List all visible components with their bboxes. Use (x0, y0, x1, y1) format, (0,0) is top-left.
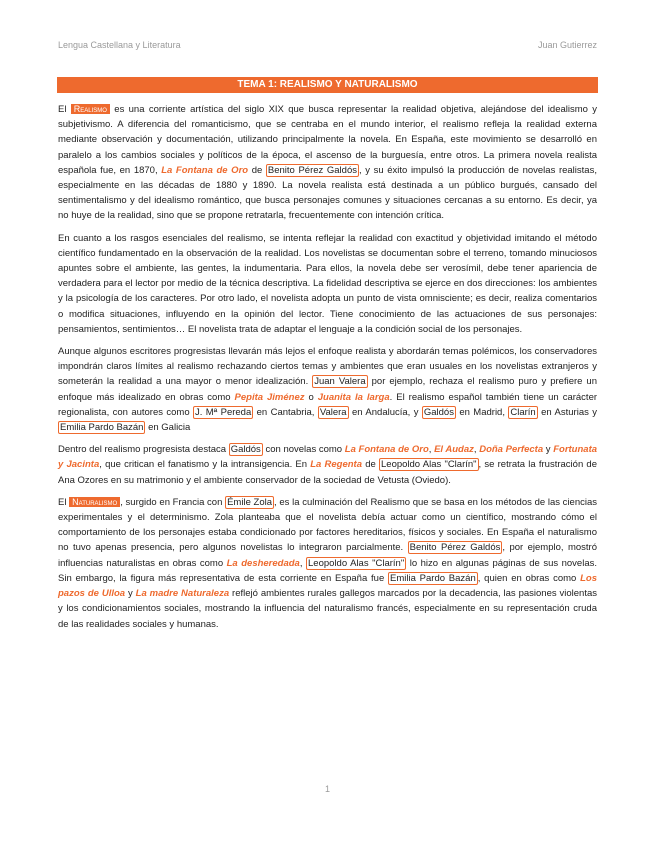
author-name: Galdós (423, 406, 454, 418)
page-number: 1 (324, 784, 330, 794)
work-title: Los pazos de Ulloa (58, 572, 597, 600)
header-subject: Lengua Castellana y Literatura (58, 40, 181, 50)
author-name: Clarín (510, 406, 536, 418)
paragraph-rasgos: En cuanto a los rasgos esenciales del realismo, se intenta reflejar la realidad con exactitud y objetividad imitando el método científico fundamentado en la observación de la realidad. Los novelistas se documentan sobre el terreno, tomando minuciosos apuntes sobre el ambiente, las gentes, la indumentaria. Para ellos, la novela debe ser verosímil, debe tener apariencia de verdadera para el lector por medio de la técnica descriptiva. La fidelidad descriptiva se ejerce en dos direcciones: los ambientes y la psicología de los caracteres. Por otro lado, el novelista adopta un punto de vista omnisciente; es decir, realiza comentarios o modifica situaciones, influyendo en la opinión del lector. Tiene conocimiento de las actuaciones de sus personajes: pensamientos, sentimientos… El novelista trata de adaptar el lenguaje a la condición social de los personajes. (58, 232, 597, 335)
author-name: Benito Pérez Galdós (267, 164, 357, 176)
header-author: Juan Gutierrez (537, 40, 597, 50)
page-title: TEMA 1: REALISMO Y NATURALISMO (57, 77, 598, 93)
work-title: Doña Perfecta (479, 444, 544, 456)
author-name: J. Mª Pereda (195, 406, 252, 418)
work-title: La Fontana de Oro (344, 444, 429, 456)
paragraph-conservadores: Aunque algunos escritores progresistas llevarán más lejos el enfoque realista y abordarán temas polémicos, los conservadores impondrán claros límites al realismo rechazando ciertos temas y ambientes que eran usuales en los novelistas extranjeros y someterán la realidad a una mayor o menor idealización. Juan Valera por ejemplo, rechaza el realismo puro y prefiere un enfoque más idealizado en obras como Pepita Jiménez o Juanita la larga. El realismo español también tiene un carácter regionalista, con autores como J. Mª Pereda en Cantabria, Valera en Andalucía, y Galdós en Madrid, Clarín en Asturias y Emilia Pardo Bazán en Galicia (58, 346, 598, 434)
author-name: Leopoldo Alas "Clarín" (381, 459, 477, 471)
work-title: Fortunata y Jacinta (58, 444, 598, 471)
author-name: Benito Pérez Galdós (409, 542, 501, 554)
keyword-naturalismo: Naturalismo (69, 497, 120, 507)
author-name: Juan Valera (314, 376, 366, 388)
work-title: La Fontana de Oro (161, 164, 249, 176)
author-name: Valera (319, 406, 347, 418)
paragraph-naturalismo: El Naturalismo , surgido en Francia con Émile Zola , es la culminación del Realismo que se basa en los métodos de las ciencias experimentales y el determinismo. Zola planteaba que el novelista debía actuar como un científico, mostrando cómo el comportamiento de los personajes estaba condicionado por factores hereditarios, físicos y sociales. En España el naturalismo no tuvo apenas presencia, pero algunos novelistas lo integraron parcialmente. Benito Pérez Galdós , por ejemplo, mostró influencias naturalistas en obras como La desheredada, Leopoldo Alas "Clarín" lo hizo en algunas páginas de sus novelas. Sin embargo, la figura más representativa de esta corriente en España fue Emilia Pardo Bazán , quien en obras como Los pazos de Ulloa y La madre Naturaleza reflejó ambientes rurales gallegos marcados por la decadencia, las pasiones violentas y los condicionamientos sociales, mostrando la influencia del naturalismo francés, especialmente en su representación cruda de las realidades sociales y humanas. (58, 496, 598, 630)
author-name: Émile Zola (227, 496, 273, 508)
document-body (58, 102, 597, 639)
work-title: La Regenta (310, 459, 363, 471)
author-name: Emilia Pardo Bazán (390, 572, 476, 584)
keyword-realismo: Realismo (71, 104, 110, 114)
paragraph-progresista: Dentro del realismo progresista destaca Galdós con novelas como La Fontana de Oro, El Audaz, Doña Perfecta y Fortunata y Jacinta, que critican el fanatismo y la intransigencia. En La Regenta de Leopoldo Alas "Clarín" , se retrata la frustración de Ana Ozores en su matrimonio y el ambiente conservador de la sociedad de Vetusta (Oviedo). (58, 444, 598, 486)
work-title: El Audaz (434, 444, 474, 456)
work-title: La madre Naturaleza (135, 588, 230, 600)
author-name: Emilia Pardo Bazán (60, 422, 144, 434)
author-name: Galdós (230, 444, 261, 456)
work-title: Juanita la larga (317, 391, 390, 403)
author-name: Leopoldo Alas "Clarín" (308, 557, 405, 569)
paragraph-realismo-intro: El Realismo es una corriente artística del siglo XIX que busca representar la realidad objetiva, alejándose del idealismo y subjetivismo. A diferencia del romanticismo, que se centraba en el mundo interior, el realismo refleja la realidad externa mediante observación y documentación, utilizando principalmente la novela. En España, este movimiento se desarrolló en paralelo a los cambios sociales y políticos de la época, el ascenso de la burguesía, entre otros. La primera novela realista española fue, en 1870, La Fontana de Oro de Benito Pérez Galdós , y su éxito impulsó la producción de novelas realistas, especialmente en las décadas de 1880 y 1890. La novela realista está destinada a un público burgués, cansado del sentimentalismo y del idealismo romántico, que busca personajes comunes y situaciones cercanas a su entorno. Es decir, ya no huye de la realidad, sino que se propone retratarla, frecuentemente con intención crítica. (58, 104, 598, 222)
work-title: Pepita Jiménez (234, 391, 305, 403)
work-title: La desheredada (226, 557, 300, 569)
